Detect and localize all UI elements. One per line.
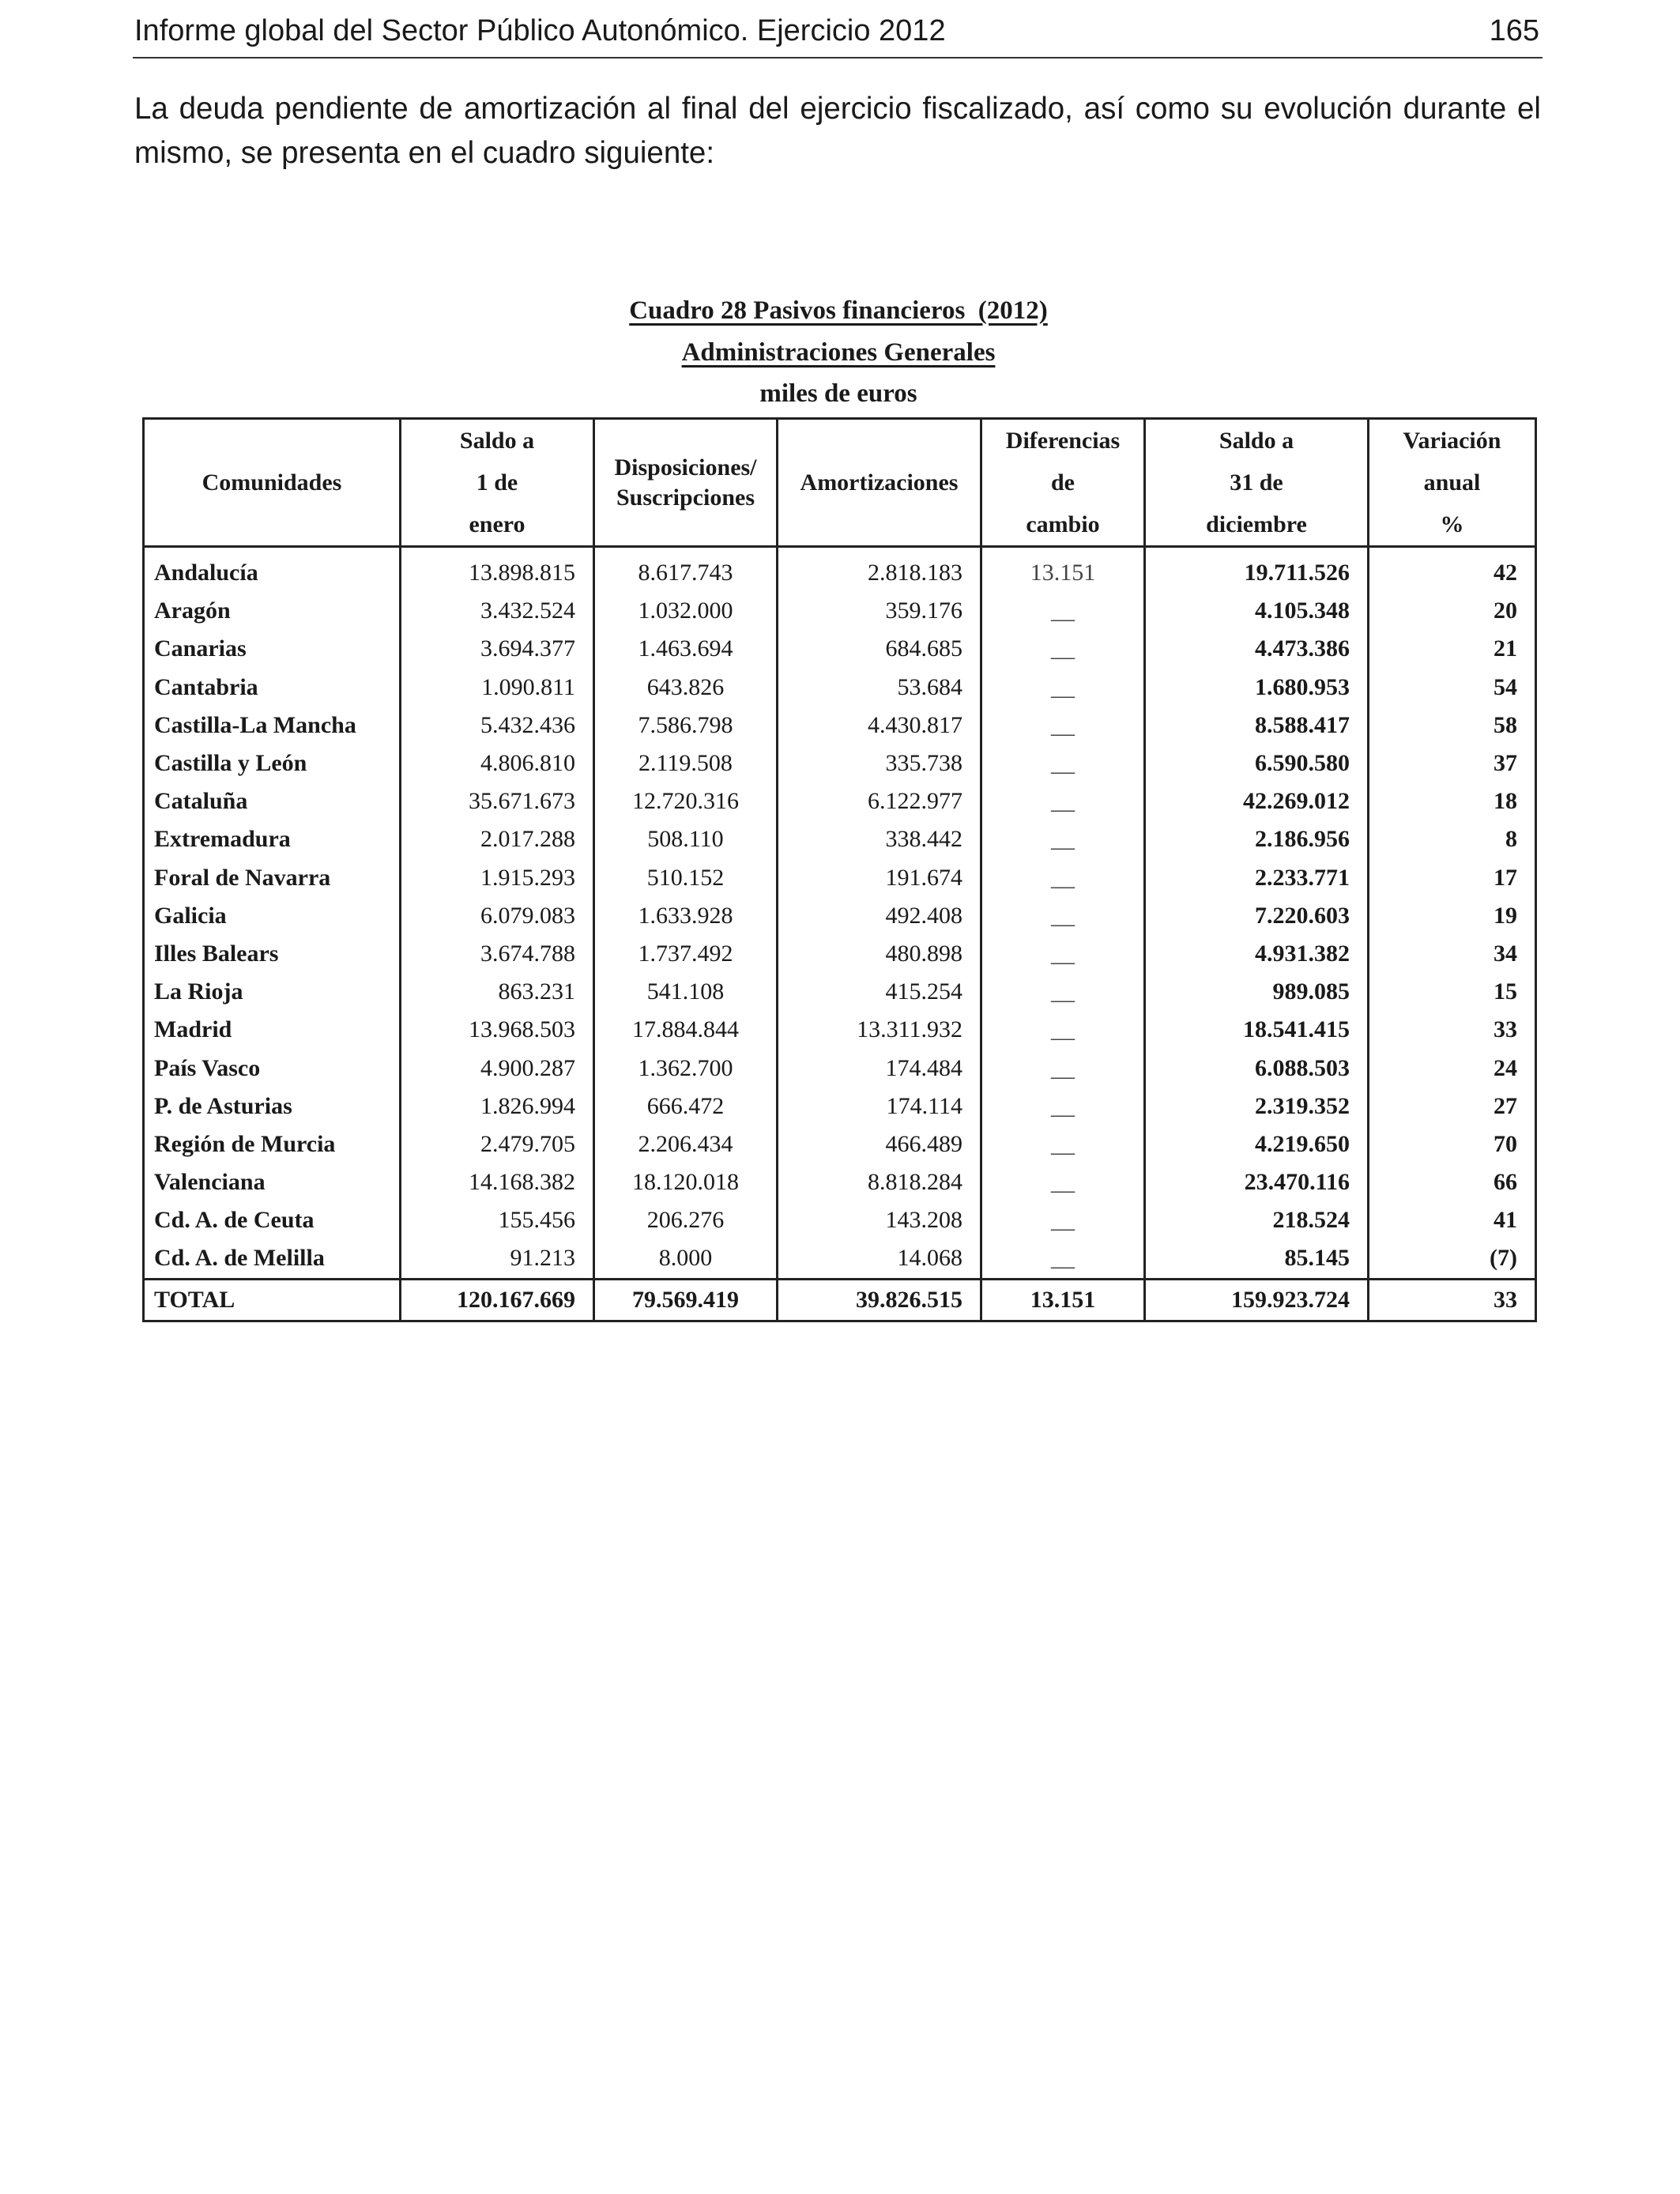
cell-saldo-diciembre: 42.269.012 bbox=[1145, 782, 1369, 820]
cell-comunidad: Cantabria bbox=[144, 669, 401, 707]
cell-disposiciones: 643.826 bbox=[594, 669, 778, 707]
cell-diferencias: __ bbox=[981, 1049, 1145, 1087]
cell-comunidad: Canarias bbox=[144, 630, 401, 668]
cell-diferencias: 13.151 bbox=[981, 547, 1145, 593]
cell-variacion: 37 bbox=[1369, 745, 1536, 782]
total-row bbox=[144, 1279, 1536, 1321]
cell-saldo-enero: 91.213 bbox=[401, 1239, 594, 1279]
col-saldo-enero-line3: enero bbox=[469, 511, 525, 537]
table-title-text: Cuadro 28 Pasivos financieros (2012) bbox=[629, 296, 1048, 325]
cell-comunidad: Aragón bbox=[144, 592, 401, 630]
page-header bbox=[133, 11, 1543, 58]
cell-diferencias: __ bbox=[981, 1239, 1145, 1279]
cell-comunidad: Andalucía bbox=[144, 547, 401, 593]
cell-variacion: 33 bbox=[1369, 1011, 1536, 1049]
cell-diferencias: __ bbox=[981, 820, 1145, 858]
cell-amortizaciones: 415.254 bbox=[778, 973, 981, 1011]
cell-amortizaciones: 335.738 bbox=[778, 745, 981, 782]
cell-comunidad: La Rioja bbox=[144, 973, 401, 1011]
cell-disposiciones: 17.884.844 bbox=[594, 1011, 778, 1049]
cell-comunidad: Cd. A. de Ceuta bbox=[144, 1201, 401, 1239]
cell-amortizaciones: 338.442 bbox=[778, 820, 981, 858]
table-row bbox=[144, 669, 1536, 707]
running-title: Informe global del Sector Público Autonómico. Ejercicio 2012 bbox=[134, 14, 946, 47]
cell-comunidad: Cd. A. de Melilla bbox=[144, 1239, 401, 1279]
cell-saldo-enero: 155.456 bbox=[401, 1201, 594, 1239]
cell-saldo-enero: 13.898.815 bbox=[401, 547, 594, 593]
col-saldo-enero bbox=[401, 419, 594, 547]
cell-saldo-enero: 1.826.994 bbox=[401, 1088, 594, 1125]
cell-saldo-enero: 2.017.288 bbox=[401, 820, 594, 858]
cell-saldo-diciembre: 4.931.382 bbox=[1145, 935, 1369, 973]
cell-saldo-enero: 3.694.377 bbox=[401, 630, 594, 668]
cell-comunidad: Foral de Navarra bbox=[144, 859, 401, 897]
cell-diferencias: __ bbox=[981, 935, 1145, 973]
col-saldo-dic-line1: Saldo a bbox=[1219, 428, 1294, 454]
cell-comunidad: Castilla y León bbox=[144, 745, 401, 782]
cell-variacion: 42 bbox=[1369, 547, 1536, 593]
cell-variacion: 24 bbox=[1369, 1049, 1536, 1087]
page-number: 165 bbox=[1489, 14, 1539, 47]
cell-saldo-diciembre: 2.319.352 bbox=[1145, 1088, 1369, 1125]
cell-saldo-enero: 3.432.524 bbox=[401, 592, 594, 630]
cell-diferencias: __ bbox=[981, 973, 1145, 1011]
cell-comunidad: P. de Asturias bbox=[144, 1088, 401, 1125]
cell-diferencias: __ bbox=[981, 1163, 1145, 1201]
cell-disposiciones: 206.276 bbox=[594, 1201, 778, 1239]
cell-amortizaciones: 684.685 bbox=[778, 630, 981, 668]
cell-variacion: 70 bbox=[1369, 1125, 1536, 1163]
table-row bbox=[144, 707, 1536, 745]
cell-saldo-diciembre: 23.470.116 bbox=[1145, 1163, 1369, 1201]
cell-disposiciones: 2.119.508 bbox=[594, 745, 778, 782]
table-row bbox=[144, 547, 1536, 593]
cell-diferencias: __ bbox=[981, 782, 1145, 820]
cell-saldo-diciembre: 1.680.953 bbox=[1145, 669, 1369, 707]
cell-amortizaciones: 466.489 bbox=[778, 1125, 981, 1163]
cell-comunidad: Castilla-La Mancha bbox=[144, 707, 401, 745]
table-row bbox=[144, 1239, 1536, 1279]
table-row bbox=[144, 782, 1536, 820]
cell-amortizaciones: 174.114 bbox=[778, 1088, 981, 1125]
cell-comunidad: Extremadura bbox=[144, 820, 401, 858]
col-diferencias-line1: Diferencias bbox=[1005, 428, 1121, 454]
cell-saldo-diciembre: 85.145 bbox=[1145, 1239, 1369, 1279]
cell-variacion: 18 bbox=[1369, 782, 1536, 820]
cell-saldo-diciembre: 4.219.650 bbox=[1145, 1125, 1369, 1163]
cell-diferencias: __ bbox=[981, 707, 1145, 745]
total-diferencias: 13.151 bbox=[981, 1279, 1145, 1321]
col-saldo-enero-line1: Saldo a bbox=[459, 428, 535, 454]
table-subtitle bbox=[142, 338, 1535, 368]
cell-comunidad: Illes Balears bbox=[144, 935, 401, 973]
cell-saldo-enero: 14.168.382 bbox=[401, 1163, 594, 1201]
cell-saldo-diciembre: 6.088.503 bbox=[1145, 1049, 1369, 1087]
cell-saldo-diciembre: 989.085 bbox=[1145, 973, 1369, 1011]
cell-diferencias: __ bbox=[981, 1201, 1145, 1239]
col-diferencias bbox=[981, 419, 1145, 547]
table-row bbox=[144, 745, 1536, 782]
col-amortizaciones: Amortizaciones bbox=[778, 419, 981, 547]
cell-variacion: 17 bbox=[1369, 859, 1536, 897]
table-row bbox=[144, 820, 1536, 858]
cell-variacion: 54 bbox=[1369, 669, 1536, 707]
total-variacion: 33 bbox=[1369, 1279, 1536, 1321]
cell-diferencias: __ bbox=[981, 1088, 1145, 1125]
cell-comunidad: Madrid bbox=[144, 1011, 401, 1049]
cell-disposiciones: 2.206.434 bbox=[594, 1125, 778, 1163]
cell-amortizaciones: 359.176 bbox=[778, 592, 981, 630]
total-saldo-enero: 120.167.669 bbox=[401, 1279, 594, 1321]
cell-disposiciones: 8.000 bbox=[594, 1239, 778, 1279]
cell-amortizaciones: 14.068 bbox=[778, 1239, 981, 1279]
cell-saldo-enero: 4.900.287 bbox=[401, 1049, 594, 1087]
cell-disposiciones: 8.617.743 bbox=[594, 547, 778, 593]
total-amortizaciones: 39.826.515 bbox=[778, 1279, 981, 1321]
cell-saldo-enero: 4.806.810 bbox=[401, 745, 594, 782]
cell-disposiciones: 1.633.928 bbox=[594, 897, 778, 935]
cell-variacion: 27 bbox=[1369, 1088, 1536, 1125]
cell-amortizaciones: 191.674 bbox=[778, 859, 981, 897]
cell-diferencias: __ bbox=[981, 1011, 1145, 1049]
cell-disposiciones: 541.108 bbox=[594, 973, 778, 1011]
total-saldo-diciembre: 159.923.724 bbox=[1145, 1279, 1369, 1321]
cell-variacion: 21 bbox=[1369, 630, 1536, 668]
table-row bbox=[144, 973, 1536, 1011]
cell-variacion: 15 bbox=[1369, 973, 1536, 1011]
cell-saldo-enero: 6.079.083 bbox=[401, 897, 594, 935]
cell-variacion: 41 bbox=[1369, 1201, 1536, 1239]
cell-saldo-diciembre: 4.473.386 bbox=[1145, 630, 1369, 668]
cell-diferencias: __ bbox=[981, 592, 1145, 630]
table-row bbox=[144, 592, 1536, 630]
col-variacion-line2: anual bbox=[1423, 469, 1481, 496]
table-row bbox=[144, 1011, 1536, 1049]
cell-saldo-enero: 1.915.293 bbox=[401, 859, 594, 897]
cell-saldo-diciembre: 7.220.603 bbox=[1145, 897, 1369, 935]
cell-comunidad: Valenciana bbox=[144, 1163, 401, 1201]
cell-amortizaciones: 6.122.977 bbox=[778, 782, 981, 820]
cell-amortizaciones: 53.684 bbox=[778, 669, 981, 707]
col-disposiciones-line1: Disposiciones/ bbox=[614, 454, 757, 481]
cell-variacion: 8 bbox=[1369, 820, 1536, 858]
col-saldo-dic-line3: diciembre bbox=[1206, 511, 1307, 537]
table-title bbox=[142, 296, 1535, 326]
col-variacion bbox=[1369, 419, 1536, 547]
cell-disposiciones: 666.472 bbox=[594, 1088, 778, 1125]
cell-saldo-diciembre: 2.186.956 bbox=[1145, 820, 1369, 858]
col-disposiciones-line2: Suscripciones bbox=[616, 484, 755, 511]
cell-disposiciones: 1.032.000 bbox=[594, 592, 778, 630]
table-body bbox=[144, 547, 1536, 1280]
cell-variacion: 20 bbox=[1369, 592, 1536, 630]
cell-variacion: 58 bbox=[1369, 707, 1536, 745]
total-label: TOTAL bbox=[144, 1279, 401, 1321]
cell-saldo-enero: 2.479.705 bbox=[401, 1125, 594, 1163]
cell-diferencias: __ bbox=[981, 630, 1145, 668]
cell-saldo-enero: 3.674.788 bbox=[401, 935, 594, 973]
cell-amortizaciones: 8.818.284 bbox=[778, 1163, 981, 1201]
cell-saldo-diciembre: 4.105.348 bbox=[1145, 592, 1369, 630]
cell-saldo-enero: 1.090.811 bbox=[401, 669, 594, 707]
cell-disposiciones: 1.362.700 bbox=[594, 1049, 778, 1087]
col-comunidades: Comunidades bbox=[144, 419, 401, 547]
col-saldo-enero-line2: 1 de bbox=[476, 469, 518, 496]
cell-disposiciones: 1.737.492 bbox=[594, 935, 778, 973]
cell-saldo-diciembre: 8.588.417 bbox=[1145, 707, 1369, 745]
cell-amortizaciones: 2.818.183 bbox=[778, 547, 981, 593]
cell-saldo-enero: 863.231 bbox=[401, 973, 594, 1011]
cell-disposiciones: 7.586.798 bbox=[594, 707, 778, 745]
cell-amortizaciones: 480.898 bbox=[778, 935, 981, 973]
cell-disposiciones: 12.720.316 bbox=[594, 782, 778, 820]
col-variacion-line1: Variación bbox=[1403, 428, 1501, 454]
cell-diferencias: __ bbox=[981, 859, 1145, 897]
table-row bbox=[144, 1088, 1536, 1125]
cell-variacion: 66 bbox=[1369, 1163, 1536, 1201]
cell-saldo-diciembre: 18.541.415 bbox=[1145, 1011, 1369, 1049]
cell-saldo-enero: 5.432.436 bbox=[401, 707, 594, 745]
cell-disposiciones: 510.152 bbox=[594, 859, 778, 897]
cell-comunidad: Región de Murcia bbox=[144, 1125, 401, 1163]
cell-saldo-diciembre: 218.524 bbox=[1145, 1201, 1369, 1239]
table-row bbox=[144, 935, 1536, 973]
table-row bbox=[144, 1163, 1536, 1201]
cell-saldo-diciembre: 6.590.580 bbox=[1145, 745, 1369, 782]
cell-amortizaciones: 13.311.932 bbox=[778, 1011, 981, 1049]
cell-diferencias: __ bbox=[981, 745, 1145, 782]
table-row bbox=[144, 897, 1536, 935]
cell-disposiciones: 1.463.694 bbox=[594, 630, 778, 668]
cell-comunidad: Cataluña bbox=[144, 782, 401, 820]
table-row bbox=[144, 630, 1536, 668]
cell-comunidad: País Vasco bbox=[144, 1049, 401, 1087]
header-row bbox=[144, 419, 1536, 547]
table-units: miles de euros bbox=[759, 379, 917, 408]
total-disposiciones: 79.569.419 bbox=[594, 1279, 778, 1321]
cell-diferencias: __ bbox=[981, 1125, 1145, 1163]
table-row bbox=[144, 859, 1536, 897]
cell-disposiciones: 18.120.018 bbox=[594, 1163, 778, 1201]
cell-amortizaciones: 143.208 bbox=[778, 1201, 981, 1239]
cell-variacion: 19 bbox=[1369, 897, 1536, 935]
table-row bbox=[144, 1049, 1536, 1087]
cell-saldo-diciembre: 2.233.771 bbox=[1145, 859, 1369, 897]
cell-saldo-diciembre: 19.711.526 bbox=[1145, 547, 1369, 593]
table-row bbox=[144, 1201, 1536, 1239]
cell-disposiciones: 508.110 bbox=[594, 820, 778, 858]
col-disposiciones bbox=[594, 419, 778, 547]
col-saldo-dic-line2: 31 de bbox=[1230, 469, 1283, 496]
cell-amortizaciones: 4.430.817 bbox=[778, 707, 981, 745]
cell-variacion: (7) bbox=[1369, 1239, 1536, 1279]
cell-diferencias: __ bbox=[981, 897, 1145, 935]
cell-comunidad: Galicia bbox=[144, 897, 401, 935]
intro-paragraph: La deuda pendiente de amortización al final del ejercicio fiscalizado, así como su evolución durante el mismo, se presenta en el cuadro siguiente: bbox=[134, 92, 1541, 170]
cell-amortizaciones: 174.484 bbox=[778, 1049, 981, 1087]
cell-saldo-enero: 13.968.503 bbox=[401, 1011, 594, 1049]
cell-variacion: 34 bbox=[1369, 935, 1536, 973]
col-saldo-diciembre bbox=[1145, 419, 1369, 547]
table-subtitle-text: Administraciones Generales bbox=[681, 338, 996, 367]
pasivos-financieros-table bbox=[142, 417, 1537, 1322]
col-diferencias-line2: de bbox=[1051, 469, 1075, 496]
cell-amortizaciones: 492.408 bbox=[778, 897, 981, 935]
table-row bbox=[144, 1125, 1536, 1163]
cell-diferencias: __ bbox=[981, 669, 1145, 707]
col-variacion-line3: % bbox=[1440, 511, 1464, 537]
col-diferencias-line3: cambio bbox=[1026, 511, 1100, 537]
cell-saldo-enero: 35.671.673 bbox=[401, 782, 594, 820]
